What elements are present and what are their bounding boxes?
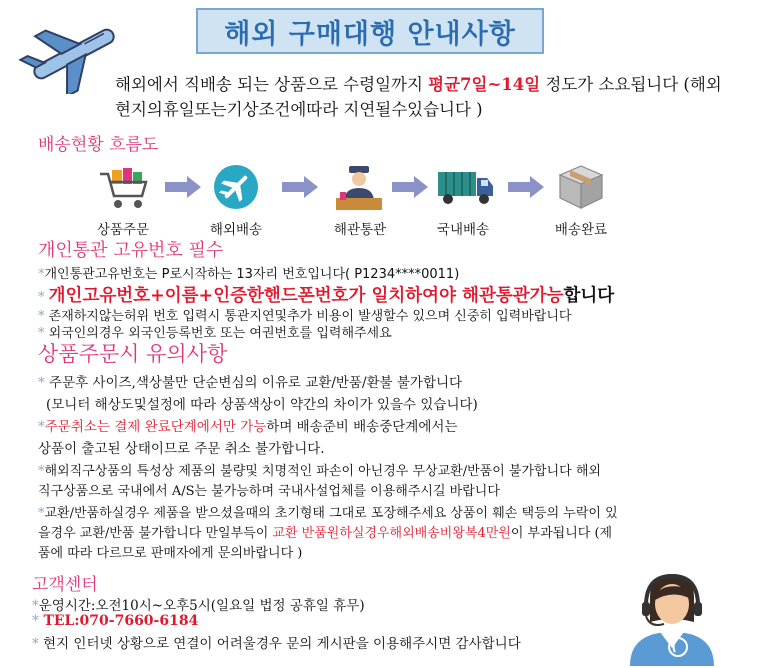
step-label-customs: 해관통관: [333, 222, 387, 238]
operating-hours: *운영시간:오전10시~오후5시(일요일 법정 공휴일 휴무): [32, 598, 365, 614]
flight-icon: [213, 164, 259, 210]
customs-line-2: * 개인고유번호+이름+인증한핸드폰번호가 일치하여야 해관통관가능합니다: [38, 286, 615, 306]
arrow-right-icon: [165, 176, 201, 198]
flow-title: 배송현황 흐름도: [38, 135, 159, 155]
box-icon: [556, 162, 606, 210]
notice-line-3a: *해외직구상품의 특성상 제품의 불량및 치명적인 파손이 아닌경우 무상교환/반품이 불가합니다 해외: [38, 464, 601, 479]
notice-line-4b: 을경우 교환/반품 불가합니다 만일부득이 교환 반품원하실경우해외배송비왕복4만원이 부과됩니다 (제: [38, 526, 613, 541]
intro-text: 해외에서 직배송 되는 상품으로 수령일까지 평균7일~14일 정도가 소요됩니다 (해외현지의휴일또는기상조건에따라 지연될수있습니다 ): [115, 75, 722, 119]
arrow-right-icon: [282, 176, 318, 198]
step-label-domestic: 국내배송: [436, 222, 490, 238]
notice-line-4c: 품에 따라 다르므로 판매자에게 문의바랍니다 ): [38, 546, 303, 561]
step-label-complete: 배송완료: [554, 222, 608, 238]
notice-line-1b: (모니터 해상도및설정에 따라 상품색상이 약간의 차이가 있을수 있습니다): [46, 397, 478, 413]
airplane-icon: [18, 14, 130, 94]
customer-center-title: 고객센터: [32, 575, 98, 595]
customs-line-1: *개인통관고유번호는 P로시작하는 13자리 번호입니다( P1234****0011): [38, 267, 460, 282]
customs-officer-icon: [334, 162, 384, 212]
shopping-cart-icon: [96, 166, 152, 212]
order-notice-title: 상품주문시 유의사항: [38, 342, 228, 366]
contact-note: * 현지 인터넷 상황으로 연결이 어려울경우 문의 게시판을 이용해주시면 감사합니다: [32, 636, 521, 652]
step-label-overseas: 해외배송: [209, 222, 263, 238]
notice-line-4a: *교환/반품하실경우 제품을 받으셨을때의 초기형태 그대로 포장해주세요 상품이 훼손 택등의 누락이 있: [38, 506, 618, 521]
step-label-order: 상품주문: [96, 222, 150, 238]
notice-line-3b: 직구상품으로 국내에서 A/S는 불가능하며 국내사설업체를 이용해주시길 바랍니다: [38, 484, 500, 499]
support-agent-icon: [612, 566, 736, 666]
notice-line-2a: *주문취소는 결제 완료단계에서만 가능하며 배송준비 배송중단계에서는: [38, 419, 458, 435]
notice-line-1a: * 주문후 사이즈,색상불만 단순변심의 이유로 교환/반품/환불 불가합니다: [38, 375, 463, 391]
arrow-right-icon: [392, 176, 428, 198]
phone-number[interactable]: * TEL:070-7660-6184: [32, 613, 199, 629]
page-title: 해외 구매대행 안내사항: [224, 19, 516, 50]
customs-line-4: * 외국인의경우 외국인등록번호 또는 여권번호를 입력해주세요: [38, 326, 392, 341]
notice-line-2b: 상품이 출고된 상태이므로 주문 취소 불가합니다.: [38, 441, 325, 457]
customs-line-3: * 존재하지않는허위 번호 입력시 통관지연및추가 비용이 발생할수 있으며 신중히 입력바랍니다: [38, 309, 572, 324]
truck-icon: [436, 166, 496, 208]
arrow-right-icon: [508, 176, 544, 198]
delivery-period: 평균7일~14일: [428, 75, 541, 94]
customs-section-title: 개인통관 고유번호 필수: [38, 240, 224, 261]
